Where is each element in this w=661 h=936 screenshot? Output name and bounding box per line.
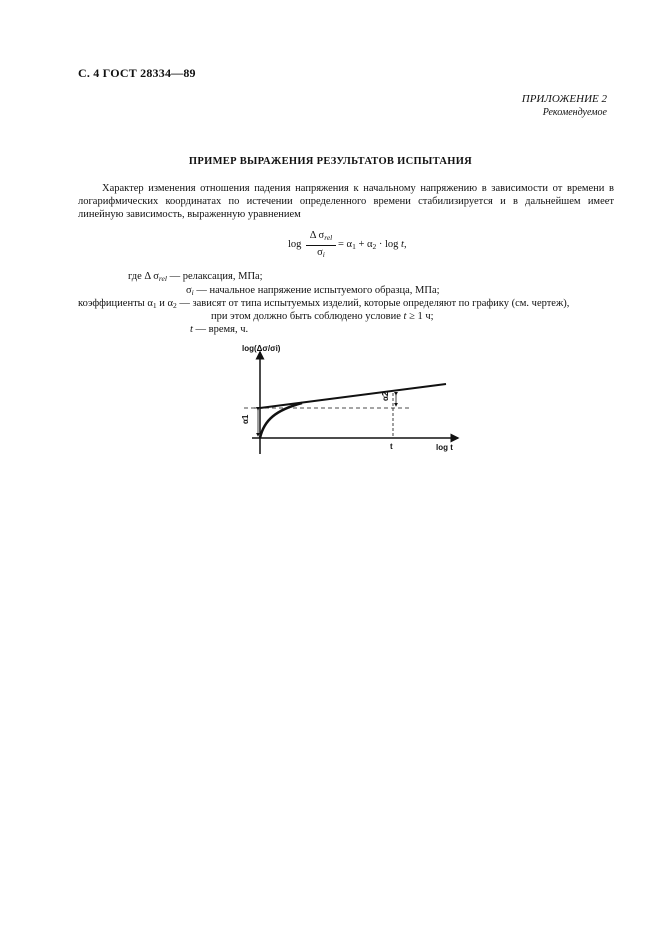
equation-numerator: Δ $\sigma_{rel}$ xyxy=(309,230,333,242)
x-axis-label: log t xyxy=(436,443,453,452)
body-paragraph: Характер изменения отношения падения напряжения к начальному напряжению в зависимости от времени в логарифмических координатах по истечении определенного времени стабилизируется и в дальнейшем имеет линейную зависимость, выраженную уравнением xyxy=(78,183,614,220)
linear-asymptote xyxy=(260,384,446,408)
log-relaxation-chart xyxy=(230,338,470,458)
section-title: ПРИМЕР ВЫРАЖЕНИЯ РЕЗУЛЬТАТОВ ИСПЫТАНИЯ xyxy=(188,156,473,167)
page-header: С. 4 ГОСТ 28334—89 xyxy=(78,66,196,80)
equation-rhs: = $\alpha_1 + \alpha_2 \cdot \log t$, xyxy=(338,239,407,251)
alpha1-label: α1 xyxy=(241,414,250,424)
alpha2-label: α2 xyxy=(381,391,390,401)
equation xyxy=(0,230,661,260)
appendix-label xyxy=(522,93,607,119)
definition-coefficients: коэффициенты $\alpha_1$ и $\alpha_2$ — зависят от типа испытуемых изделий, которые определяют по графику (см. чертеж), xyxy=(78,298,570,310)
definition-time: t — время, ч. xyxy=(190,324,249,335)
equation-denominator: $\sigma_i$ xyxy=(317,247,325,259)
fraction-bar xyxy=(306,245,336,246)
equation-log: log xyxy=(288,239,302,250)
y-axis-label: log(Δσ/σi) xyxy=(242,344,281,353)
equation-fraction xyxy=(306,230,336,261)
t-tick-label: t xyxy=(390,442,393,451)
definition-relaxation: где Δ $\sigma_{rel}$ — релаксация, МПа; xyxy=(128,271,263,283)
appendix-status: Рекомендуемое xyxy=(542,107,607,118)
definition-condition: при этом должно быть соблюдено условие t ≥ 1 ч; xyxy=(211,311,434,322)
appendix-title: ПРИЛОЖЕНИЕ 2 xyxy=(521,93,607,105)
definition-initial-stress: $\sigma_i$ — начальное напряжение испытуемого образца, МПа; xyxy=(186,285,440,297)
